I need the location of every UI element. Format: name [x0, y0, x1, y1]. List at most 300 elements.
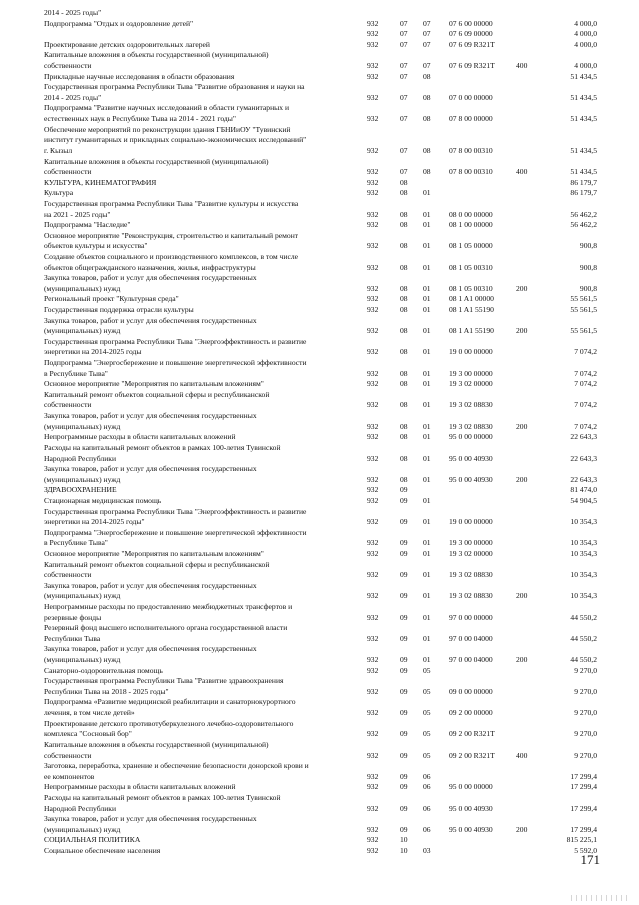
table-row — [0, 485, 639, 494]
row-subsection-code: 01 — [423, 538, 431, 548]
row-name: лечения, в том числе детей» — [44, 708, 135, 718]
row-gr-code: 932 — [367, 379, 379, 389]
table-row — [0, 560, 639, 569]
row-subsection-code: 06 — [423, 803, 431, 813]
row-target-article: 08 1 05 00310 — [449, 283, 493, 293]
row-gr-code: 932 — [367, 782, 379, 792]
row-section-code: 08 — [400, 262, 408, 272]
table-row — [0, 591, 639, 600]
row-target-article: 97 0 00 00000 — [449, 612, 493, 622]
row-name: Заготовка, переработка, хранение и обеспечение безопасности донорской крови и — [44, 761, 309, 771]
row-subsection-code: 05 — [423, 686, 431, 696]
row-target-article: 08 1 05 00310 — [449, 262, 493, 272]
table-row — [0, 263, 639, 272]
row-section-code: 08 — [400, 294, 408, 304]
row-subsection-code: 06 — [423, 824, 431, 834]
row-name: Капитальный ремонт объектов социальной сферы и республиканской — [44, 559, 270, 569]
table-row — [0, 549, 639, 558]
row-subsection-code: 01 — [423, 633, 431, 643]
row-section-code: 09 — [400, 570, 408, 580]
row-target-article: 19 3 02 08830 — [449, 570, 493, 580]
row-amount: 51 434,5 — [570, 71, 597, 81]
row-subsection-code: 01 — [423, 655, 431, 665]
row-name: Капитальные вложения в объекты государственной (муниципальной) — [44, 156, 269, 166]
row-name: СОЦИАЛЬНАЯ ПОЛИТИКА — [44, 835, 141, 845]
row-subsection-code: 08 — [423, 92, 431, 102]
row-section-code: 09 — [400, 686, 408, 696]
row-target-article: 08 1 A1 00000 — [449, 294, 494, 304]
row-section-code: 09 — [400, 612, 408, 622]
row-name: энергетики на 2014-2025 годы" — [44, 517, 145, 527]
row-amount: 4 000,0 — [574, 29, 597, 39]
row-name: Закупка товаров, работ и услуг для обеспечения государственных — [44, 814, 257, 824]
table-row — [0, 210, 639, 219]
table-row — [0, 751, 639, 760]
row-gr-code: 932 — [367, 474, 379, 484]
table-row — [0, 220, 639, 229]
row-subsection-code: 01 — [423, 347, 431, 357]
table-row — [0, 687, 639, 696]
table-row — [0, 294, 639, 303]
row-section-code: 07 — [400, 18, 408, 28]
row-name: Расходы на капитальный ремонт объектов в рамках 100-летия Тувинской — [44, 442, 281, 452]
row-name: комплекса "Сосновый бор" — [44, 729, 132, 739]
row-subsection-code: 01 — [423, 379, 431, 389]
table-row — [0, 135, 639, 144]
row-target-article: 09 0 00 00000 — [449, 686, 493, 696]
row-amount: 10 354,3 — [570, 591, 597, 601]
row-section-code: 07 — [400, 92, 408, 102]
row-name: Обеспечение мероприятий по реконструкции здания ГБНИиОУ "Тувинский — [44, 124, 291, 134]
row-target-article: 19 3 02 00000 — [449, 379, 493, 389]
row-gr-code: 932 — [367, 421, 379, 431]
row-name: г. Кызыл — [44, 145, 73, 155]
table-row — [0, 570, 639, 579]
row-amount: 22 643,3 — [570, 453, 597, 463]
row-name: (муниципальных) нужд — [44, 474, 121, 484]
row-gr-code: 932 — [367, 305, 379, 314]
row-section-code: 08 — [400, 474, 408, 484]
row-section-code: 08 — [400, 347, 408, 357]
row-section-code: 07 — [400, 29, 408, 39]
row-subsection-code: 01 — [423, 548, 431, 558]
row-name: институт гуманитарных и прикладных социально-экономических исследований" — [44, 135, 307, 145]
table-row — [0, 464, 639, 473]
row-name: на 2021 - 2025 годы" — [44, 209, 111, 219]
row-target-article: 08 1 05 00000 — [449, 241, 493, 251]
row-amount: 51 434,5 — [570, 167, 597, 177]
row-section-code: 09 — [400, 803, 408, 813]
row-name: Проектирование детских оздоровительных лагерей — [44, 39, 210, 49]
table-row — [0, 528, 639, 537]
row-expense-type: 200 — [516, 283, 528, 293]
row-gr-code: 932 — [367, 29, 379, 39]
row-target-article: 07 8 00 00310 — [449, 145, 493, 155]
row-gr-code: 932 — [367, 591, 379, 601]
row-gr-code: 932 — [367, 633, 379, 643]
row-name: Подпрограмма "Энергосбережение и повышение энергетической эффективности — [44, 358, 307, 368]
row-amount: 7 074,2 — [574, 421, 597, 431]
table-row — [0, 252, 639, 261]
row-name: (муниципальных) нужд — [44, 283, 121, 293]
row-amount: 17 299,4 — [570, 771, 597, 781]
row-section-code: 09 — [400, 591, 408, 601]
row-subsection-code: 01 — [423, 368, 431, 378]
table-row — [0, 613, 639, 622]
row-section-code: 09 — [400, 655, 408, 665]
row-target-article: 19 3 00 00000 — [449, 368, 493, 378]
row-target-article: 19 3 02 08830 — [449, 400, 493, 410]
row-section-code: 08 — [400, 326, 408, 336]
row-amount: 9 270,0 — [574, 665, 597, 675]
table-row — [0, 634, 639, 643]
row-section-code: 07 — [400, 145, 408, 155]
row-subsection-code: 01 — [423, 294, 431, 304]
row-target-article: 08 0 00 00000 — [449, 209, 493, 219]
row-section-code: 09 — [400, 633, 408, 643]
table-row — [0, 708, 639, 717]
row-name: Закупка товаров, работ и услуг для обеспечения государственных — [44, 580, 257, 590]
table-row — [0, 61, 639, 70]
row-expense-type: 400 — [516, 61, 528, 71]
row-subsection-code: 08 — [423, 71, 431, 81]
table-row — [0, 538, 639, 547]
table-row — [0, 379, 639, 388]
row-name: естественных наук в Республике Тыва на 2014 - 2021 годы" — [44, 114, 236, 124]
row-subsection-code: 07 — [423, 18, 431, 28]
row-name: собственности — [44, 61, 92, 71]
row-subsection-code: 01 — [423, 241, 431, 251]
table-row — [0, 358, 639, 367]
table-row — [0, 178, 639, 187]
row-subsection-code: 07 — [423, 29, 431, 39]
row-gr-code: 932 — [367, 803, 379, 813]
row-section-code: 08 — [400, 209, 408, 219]
row-gr-code: 932 — [367, 177, 379, 187]
table-row — [0, 347, 639, 356]
row-section-code: 08 — [400, 188, 408, 198]
row-section-code: 09 — [400, 495, 408, 505]
table-row — [0, 19, 639, 28]
row-target-article: 19 0 00 00000 — [449, 347, 493, 357]
row-name: Государственная программа Республики Тыва "Энергоэффективность и развитие — [44, 506, 307, 516]
row-subsection-code: 07 — [423, 61, 431, 71]
table-row — [0, 804, 639, 813]
row-gr-code: 932 — [367, 167, 379, 177]
table-row — [0, 835, 639, 844]
page-number: 171 — [580, 852, 600, 867]
row-amount: 900,8 — [579, 283, 597, 293]
row-subsection-code: 05 — [423, 729, 431, 739]
row-target-article: 07 0 00 00000 — [449, 92, 493, 102]
row-name: (муниципальных) нужд — [44, 655, 121, 665]
row-subsection-code: 01 — [423, 421, 431, 431]
row-gr-code: 932 — [367, 241, 379, 251]
row-name: ЗДРАВООХРАНЕНИЕ — [44, 485, 117, 495]
row-amount: 56 462,2 — [570, 209, 597, 219]
row-amount: 4 000,0 — [574, 18, 597, 28]
row-gr-code: 932 — [367, 220, 379, 230]
row-amount: 10 354,3 — [570, 548, 597, 558]
row-target-article: 09 2 00 R321T — [449, 729, 495, 739]
row-amount: 44 550,2 — [570, 633, 597, 643]
row-amount: 10 354,3 — [570, 570, 597, 580]
row-name: объектов общегражданского назначения, жилья, инфраструктуры — [44, 262, 256, 272]
row-name: 2014 - 2025 годы" — [44, 8, 102, 17]
row-section-code: 09 — [400, 665, 408, 675]
row-gr-code: 932 — [367, 283, 379, 293]
row-target-article: 95 0 00 00000 — [449, 432, 493, 442]
table-row — [0, 72, 639, 81]
row-gr-code: 932 — [367, 495, 379, 505]
table-row — [0, 188, 639, 197]
row-target-article: 07 6 09 00000 — [449, 29, 493, 39]
row-section-code: 08 — [400, 421, 408, 431]
row-subsection-code: 01 — [423, 305, 431, 314]
row-subsection-code: 08 — [423, 114, 431, 124]
row-section-code: 10 — [400, 835, 408, 845]
row-amount: 9 270,0 — [574, 708, 597, 718]
row-section-code: 07 — [400, 61, 408, 71]
row-name: Закупка товаров, работ и услуг для обеспечения государственных — [44, 411, 257, 421]
row-amount: 55 561,5 — [570, 294, 597, 304]
row-gr-code: 932 — [367, 18, 379, 28]
row-subsection-code: 06 — [423, 782, 431, 792]
row-target-article: 19 3 02 00000 — [449, 548, 493, 558]
table-row — [0, 602, 639, 611]
row-subsection-code: 01 — [423, 283, 431, 293]
row-amount: 51 434,5 — [570, 92, 597, 102]
table-row — [0, 29, 639, 38]
row-section-code: 07 — [400, 114, 408, 124]
row-name: (муниципальных) нужд — [44, 421, 121, 431]
row-section-code: 09 — [400, 750, 408, 760]
table-row — [0, 443, 639, 452]
row-amount: 51 434,5 — [570, 114, 597, 124]
table-row — [0, 666, 639, 675]
row-amount: 10 354,3 — [570, 517, 597, 527]
row-section-code: 08 — [400, 241, 408, 251]
row-target-article: 95 0 00 00000 — [449, 782, 493, 792]
row-subsection-code: 05 — [423, 665, 431, 675]
row-section-code: 08 — [400, 379, 408, 389]
row-target-article: 07 6 09 R321T — [449, 61, 495, 71]
row-amount: 86 179,7 — [570, 188, 597, 198]
row-target-article: 97 0 00 04000 — [449, 655, 493, 665]
row-name: (муниципальных) нужд — [44, 326, 121, 336]
row-subsection-code: 01 — [423, 209, 431, 219]
row-amount: 10 354,3 — [570, 538, 597, 548]
row-amount: 9 270,0 — [574, 686, 597, 696]
row-name: Государственная программа Республики Тыва "Развитие культуры и искусства — [44, 198, 299, 208]
row-amount: 7 074,2 — [574, 368, 597, 378]
row-amount: 7 074,2 — [574, 379, 597, 389]
row-target-article: 07 8 00 00000 — [449, 114, 493, 124]
table-row — [0, 432, 639, 441]
row-section-code: 09 — [400, 824, 408, 834]
row-gr-code: 932 — [367, 824, 379, 834]
table-row — [0, 517, 639, 526]
table-row — [0, 273, 639, 282]
row-section-code: 07 — [400, 71, 408, 81]
row-target-article: 95 0 00 40930 — [449, 453, 493, 463]
row-name: Государственная программа Республики Тыва "Развитие образования и науки на — [44, 82, 305, 92]
table-row — [0, 8, 639, 17]
row-amount: 815 225,1 — [566, 835, 597, 845]
table-row — [0, 507, 639, 516]
row-gr-code: 932 — [367, 665, 379, 675]
table-row — [0, 411, 639, 420]
row-gr-code: 932 — [367, 538, 379, 548]
row-name: Подпрограмма "Отдых и оздоровление детей" — [44, 18, 194, 28]
row-target-article: 95 0 00 40930 — [449, 803, 493, 813]
row-name: Закупка товаров, работ и услуг для обеспечения государственных — [44, 464, 257, 474]
table-row — [0, 793, 639, 802]
row-name: Основное мероприятие "Реконструкция, строительство и капитальный ремонт — [44, 230, 299, 240]
row-amount: 9 270,0 — [574, 750, 597, 760]
row-gr-code: 932 — [367, 453, 379, 463]
row-subsection-code: 01 — [423, 432, 431, 442]
row-gr-code: 932 — [367, 750, 379, 760]
row-name: Закупка товаров, работ и услуг для обеспечения государственных — [44, 644, 257, 654]
row-name: (муниципальных) нужд — [44, 591, 121, 601]
row-amount: 17 299,4 — [570, 803, 597, 813]
row-amount: 7 074,2 — [574, 347, 597, 357]
row-amount: 86 179,7 — [570, 177, 597, 187]
row-target-article: 19 3 02 08830 — [449, 421, 493, 431]
row-amount: 9 270,0 — [574, 729, 597, 739]
table-row — [0, 167, 639, 176]
row-expense-type: 200 — [516, 655, 528, 665]
row-name: Резервный фонд высшего исполнительного органа государственной власти — [44, 623, 288, 633]
table-row — [0, 93, 639, 102]
table-row — [0, 740, 639, 749]
row-name: Народной Республики — [44, 803, 117, 813]
row-gr-code: 932 — [367, 262, 379, 272]
row-section-code: 10 — [400, 846, 408, 855]
row-name: собственности — [44, 167, 92, 177]
row-gr-code: 932 — [367, 114, 379, 124]
row-target-article: 09 2 00 R321T — [449, 750, 495, 760]
row-section-code: 07 — [400, 167, 408, 177]
row-subsection-code: 01 — [423, 495, 431, 505]
row-name: собственности — [44, 750, 92, 760]
table-row — [0, 50, 639, 59]
table-row — [0, 655, 639, 664]
row-name: Культура — [44, 188, 74, 198]
row-subsection-code: 05 — [423, 708, 431, 718]
row-expense-type: 200 — [516, 474, 528, 484]
row-name: Основное мероприятие "Мероприятия по капитальным вложениям" — [44, 548, 264, 558]
row-name: Региональный проект "Культурная среда" — [44, 294, 179, 304]
row-subsection-code: 01 — [423, 591, 431, 601]
row-gr-code: 932 — [367, 771, 379, 781]
table-row — [0, 825, 639, 834]
row-gr-code: 932 — [367, 729, 379, 739]
row-gr-code: 932 — [367, 570, 379, 580]
table-row — [0, 729, 639, 738]
row-target-article: 95 0 00 40930 — [449, 474, 493, 484]
row-subsection-code: 01 — [423, 474, 431, 484]
row-section-code: 09 — [400, 708, 408, 718]
row-subsection-code: 01 — [423, 262, 431, 272]
row-subsection-code: 01 — [423, 612, 431, 622]
row-gr-code: 932 — [367, 71, 379, 81]
row-name: ее компонентов — [44, 771, 95, 781]
table-row — [0, 697, 639, 706]
row-gr-code: 932 — [367, 92, 379, 102]
table-row — [0, 422, 639, 431]
row-name: Основное мероприятие "Мероприятия по капитальным вложениям" — [44, 379, 264, 389]
row-target-article: 19 0 00 00000 — [449, 517, 493, 527]
row-section-code: 08 — [400, 177, 408, 187]
row-gr-code: 932 — [367, 708, 379, 718]
table-row — [0, 82, 639, 91]
table-row — [0, 157, 639, 166]
row-subsection-code: 01 — [423, 453, 431, 463]
table-row — [0, 761, 639, 770]
row-name: резервные фонды — [44, 612, 102, 622]
row-gr-code: 932 — [367, 294, 379, 304]
row-gr-code: 932 — [367, 548, 379, 558]
row-section-code: 08 — [400, 283, 408, 293]
row-amount: 4 000,0 — [574, 61, 597, 71]
row-section-code: 09 — [400, 548, 408, 558]
row-section-code: 09 — [400, 771, 408, 781]
row-subsection-code: 01 — [423, 188, 431, 198]
row-subsection-code: 01 — [423, 517, 431, 527]
row-gr-code: 932 — [367, 846, 379, 855]
row-name: Капитальные вложения в объекты государственной (муниципальной) — [44, 739, 269, 749]
row-name: Непрограммные расходы в области капитальных вложений — [44, 432, 236, 442]
table-row — [0, 454, 639, 463]
row-target-article: 08 1 A1 55190 — [449, 326, 494, 336]
row-section-code: 08 — [400, 453, 408, 463]
row-subsection-code: 05 — [423, 750, 431, 760]
row-amount: 900,8 — [579, 262, 597, 272]
row-section-code: 07 — [400, 39, 408, 49]
row-amount: 7 074,2 — [574, 400, 597, 410]
row-expense-type: 200 — [516, 591, 528, 601]
row-name: Государственная программа Республики Тыва "Энергоэффективность и развитие — [44, 336, 307, 346]
row-name: Непрограммные расходы по предоставлению межбюджетных трансфертов и — [44, 602, 293, 612]
row-name: Социальное обеспечение населения — [44, 846, 161, 855]
table-row — [0, 199, 639, 208]
table-row — [0, 623, 639, 632]
table-row — [0, 676, 639, 685]
row-target-article: 95 0 00 40930 — [449, 824, 493, 834]
table-row — [0, 400, 639, 409]
table-row — [0, 496, 639, 505]
row-name: Закупка товаров, работ и услуг для обеспечения государственных — [44, 273, 257, 283]
row-section-code: 08 — [400, 305, 408, 314]
row-amount: 56 462,2 — [570, 220, 597, 230]
row-amount: 44 550,2 — [570, 655, 597, 665]
row-target-article: 08 1 00 00000 — [449, 220, 493, 230]
row-name: Республики Тыва — [44, 633, 101, 643]
row-name: Государственная программа Республики Тыва "Развитие здравоохранения — [44, 676, 284, 686]
table-row — [0, 782, 639, 791]
row-name: Санаторно-оздоровительная помощь — [44, 665, 163, 675]
row-amount: 54 904,5 — [570, 495, 597, 505]
row-expense-type: 400 — [516, 167, 528, 177]
table-row — [0, 846, 639, 855]
table-row — [0, 284, 639, 293]
row-target-article: 07 8 00 00310 — [449, 167, 493, 177]
row-target-article: 19 3 02 08830 — [449, 591, 493, 601]
row-name: Подпрограмма «Развитие медицинской реабилитации и санаторнокурортного — [44, 697, 296, 707]
row-gr-code: 932 — [367, 347, 379, 357]
